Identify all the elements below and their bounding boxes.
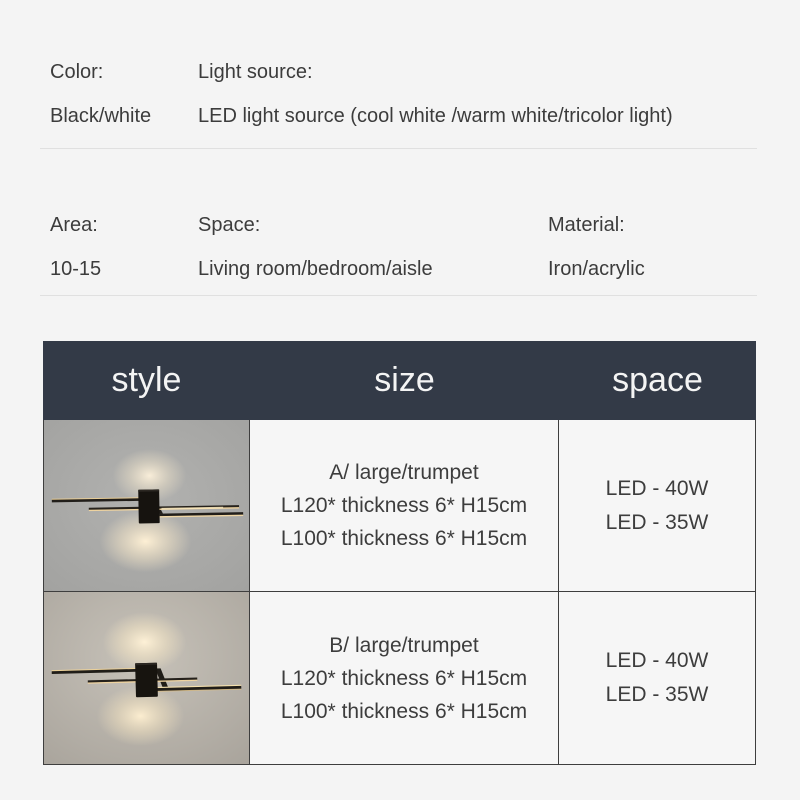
- table-row-a-style-cell: [44, 420, 250, 592]
- section-divider: [40, 295, 757, 296]
- section-divider: [40, 148, 757, 149]
- table-row-a-space-cell: [559, 420, 755, 592]
- color-label: Color:: [50, 61, 104, 83]
- table-body: [43, 420, 756, 765]
- wattage-line: LED - 40W: [605, 649, 709, 672]
- table-header-style: style: [111, 361, 182, 399]
- light-source-label: Light source:: [198, 61, 313, 83]
- table-row-b-style-cell: [44, 592, 250, 764]
- light-source-value: LED light source (cool white /warm white/tricolor light): [198, 105, 673, 127]
- size-line: A/ large/trumpet: [329, 461, 479, 484]
- wattage-line: LED - 35W: [605, 683, 709, 706]
- space-value: Living room/bedroom/aisle: [198, 258, 433, 280]
- size-line: L100* thickness 6* H15cm: [280, 699, 528, 723]
- area-value: 10-15: [50, 258, 102, 280]
- size-line: L100* thickness 6* H15cm: [280, 527, 528, 550]
- size-line: B/ large/trumpet: [329, 633, 479, 657]
- size-line: L120* thickness 6* H15cm: [280, 666, 528, 690]
- table-header-size: size: [374, 361, 435, 399]
- size-line: L120* thickness 6* H15cm: [280, 494, 528, 517]
- table-row-b-space-cell: [559, 592, 755, 764]
- material-value: Iron/acrylic: [548, 258, 645, 280]
- wattage-line: LED - 35W: [605, 510, 709, 534]
- spec-section-color-light: [50, 60, 756, 129]
- product-variants-table: [43, 341, 756, 765]
- space-label: Space:: [198, 214, 261, 236]
- table-row-a-size-cell: [250, 420, 559, 592]
- table-header-row: [43, 341, 756, 420]
- area-label: Area:: [50, 214, 98, 236]
- wall-lamp-photo-model-b: [44, 592, 249, 764]
- color-value: Black/white: [50, 105, 152, 127]
- spec-section-area-space-material: [50, 213, 756, 282]
- wattage-line: LED - 40W: [605, 476, 709, 500]
- table-row-b-size-cell: [250, 592, 559, 764]
- material-label: Material:: [548, 214, 625, 236]
- table-header-space: space: [612, 361, 703, 399]
- wall-lamp-photo-model-a: [44, 420, 249, 591]
